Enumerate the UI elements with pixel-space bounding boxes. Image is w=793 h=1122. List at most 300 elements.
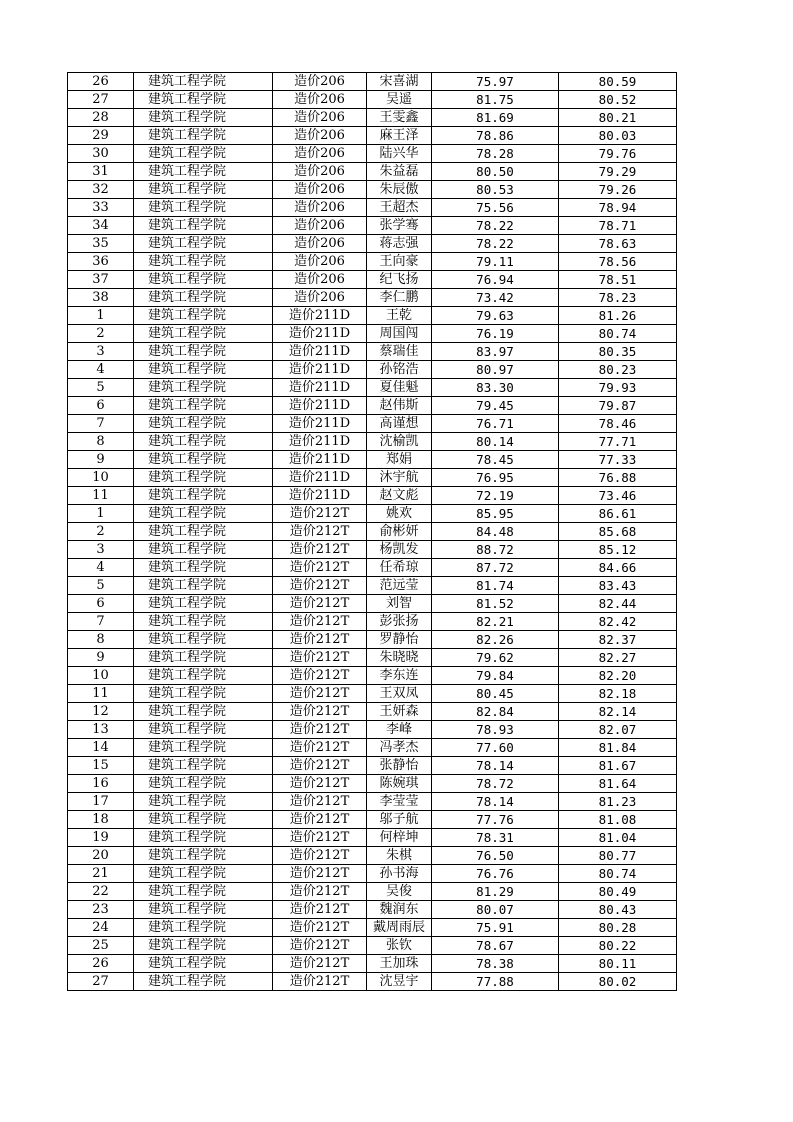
table-row: [68, 379, 677, 397]
row-number-cell: 1: [68, 505, 134, 523]
student-name-cell: 张静怡: [367, 757, 432, 775]
score-1-cell: 78.93: [432, 721, 559, 739]
table-row: [68, 487, 677, 505]
college-cell: 建筑工程学院: [134, 505, 273, 523]
table-row: [68, 163, 677, 181]
table-row: [68, 199, 677, 217]
table-row: [68, 847, 677, 865]
college-cell: 建筑工程学院: [134, 451, 273, 469]
table-row: [68, 451, 677, 469]
score-2-cell: 80.43: [559, 901, 677, 919]
class-cell: 造价212T: [273, 559, 367, 577]
class-cell: 造价206: [273, 253, 367, 271]
row-number-cell: 11: [68, 487, 134, 505]
score-1-cell: 79.45: [432, 397, 559, 415]
score-2-cell: 79.87: [559, 397, 677, 415]
student-name-cell: 王雯鑫: [367, 109, 432, 127]
table-row: [68, 757, 677, 775]
student-name-cell: 吴俊: [367, 883, 432, 901]
college-cell: 建筑工程学院: [134, 883, 273, 901]
student-name-cell: 张学骞: [367, 217, 432, 235]
table-row: [68, 703, 677, 721]
score-1-cell: 80.14: [432, 433, 559, 451]
score-2-cell: 78.56: [559, 253, 677, 271]
college-cell: 建筑工程学院: [134, 721, 273, 739]
row-number-cell: 31: [68, 163, 134, 181]
row-number-cell: 11: [68, 685, 134, 703]
student-name-cell: 朱辰傲: [367, 181, 432, 199]
score-2-cell: 80.74: [559, 325, 677, 343]
college-cell: 建筑工程学院: [134, 145, 273, 163]
score-1-cell: 87.72: [432, 559, 559, 577]
score-1-cell: 76.50: [432, 847, 559, 865]
college-cell: 建筑工程学院: [134, 253, 273, 271]
college-cell: 建筑工程学院: [134, 613, 273, 631]
class-cell: 造价206: [273, 289, 367, 307]
table-row: [68, 595, 677, 613]
score-1-cell: 78.14: [432, 793, 559, 811]
college-cell: 建筑工程学院: [134, 325, 273, 343]
table-row: [68, 73, 677, 91]
score-2-cell: 82.07: [559, 721, 677, 739]
row-number-cell: 8: [68, 631, 134, 649]
score-2-cell: 79.26: [559, 181, 677, 199]
college-cell: 建筑工程学院: [134, 235, 273, 253]
college-cell: 建筑工程学院: [134, 973, 273, 991]
table-row: [68, 541, 677, 559]
row-number-cell: 2: [68, 523, 134, 541]
class-cell: 造价212T: [273, 739, 367, 757]
college-cell: 建筑工程学院: [134, 631, 273, 649]
student-name-cell: 王妍森: [367, 703, 432, 721]
score-1-cell: 80.50: [432, 163, 559, 181]
table-row: [68, 127, 677, 145]
table-row: [68, 289, 677, 307]
score-table: [67, 72, 677, 991]
score-1-cell: 76.71: [432, 415, 559, 433]
table-row: [68, 739, 677, 757]
student-name-cell: 朱晓晓: [367, 649, 432, 667]
row-number-cell: 26: [68, 955, 134, 973]
score-2-cell: 78.94: [559, 199, 677, 217]
college-cell: 建筑工程学院: [134, 739, 273, 757]
student-name-cell: 陆兴华: [367, 145, 432, 163]
row-number-cell: 5: [68, 577, 134, 595]
score-2-cell: 80.22: [559, 937, 677, 955]
row-number-cell: 20: [68, 847, 134, 865]
table-row: [68, 685, 677, 703]
table-row: [68, 523, 677, 541]
class-cell: 造价206: [273, 91, 367, 109]
student-name-cell: 杨凯发: [367, 541, 432, 559]
table-row: [68, 181, 677, 199]
row-number-cell: 27: [68, 91, 134, 109]
score-1-cell: 80.07: [432, 901, 559, 919]
college-cell: 建筑工程学院: [134, 829, 273, 847]
row-number-cell: 6: [68, 397, 134, 415]
score-1-cell: 82.26: [432, 631, 559, 649]
class-cell: 造价211D: [273, 415, 367, 433]
table-row: [68, 721, 677, 739]
class-cell: 造价206: [273, 127, 367, 145]
score-2-cell: 80.23: [559, 361, 677, 379]
student-name-cell: 彭张扬: [367, 613, 432, 631]
class-cell: 造价212T: [273, 793, 367, 811]
class-cell: 造价206: [273, 163, 367, 181]
table-row: [68, 883, 677, 901]
score-table-body: [68, 73, 677, 991]
college-cell: 建筑工程学院: [134, 379, 273, 397]
student-name-cell: 赵伟斯: [367, 397, 432, 415]
college-cell: 建筑工程学院: [134, 415, 273, 433]
score-1-cell: 76.76: [432, 865, 559, 883]
score-1-cell: 78.67: [432, 937, 559, 955]
college-cell: 建筑工程学院: [134, 793, 273, 811]
row-number-cell: 27: [68, 973, 134, 991]
class-cell: 造价212T: [273, 865, 367, 883]
student-name-cell: 王双凤: [367, 685, 432, 703]
college-cell: 建筑工程学院: [134, 487, 273, 505]
student-name-cell: 麻王泽: [367, 127, 432, 145]
class-cell: 造价211D: [273, 397, 367, 415]
college-cell: 建筑工程学院: [134, 469, 273, 487]
table-row: [68, 217, 677, 235]
student-name-cell: 郑娟: [367, 451, 432, 469]
student-name-cell: 王向豪: [367, 253, 432, 271]
class-cell: 造价212T: [273, 973, 367, 991]
row-number-cell: 16: [68, 775, 134, 793]
score-2-cell: 84.66: [559, 559, 677, 577]
class-cell: 造价212T: [273, 595, 367, 613]
college-cell: 建筑工程学院: [134, 919, 273, 937]
class-cell: 造价206: [273, 145, 367, 163]
class-cell: 造价212T: [273, 757, 367, 775]
row-number-cell: 14: [68, 739, 134, 757]
college-cell: 建筑工程学院: [134, 811, 273, 829]
student-name-cell: 戴周雨辰: [367, 919, 432, 937]
row-number-cell: 17: [68, 793, 134, 811]
score-2-cell: 79.76: [559, 145, 677, 163]
score-1-cell: 75.91: [432, 919, 559, 937]
score-2-cell: 80.28: [559, 919, 677, 937]
table-row: [68, 361, 677, 379]
college-cell: 建筑工程学院: [134, 433, 273, 451]
score-2-cell: 77.71: [559, 433, 677, 451]
score-1-cell: 78.38: [432, 955, 559, 973]
student-name-cell: 范远莹: [367, 577, 432, 595]
score-2-cell: 82.18: [559, 685, 677, 703]
score-1-cell: 76.95: [432, 469, 559, 487]
score-1-cell: 82.21: [432, 613, 559, 631]
student-name-cell: 赵文彪: [367, 487, 432, 505]
student-name-cell: 俞彬妍: [367, 523, 432, 541]
score-1-cell: 78.86: [432, 127, 559, 145]
score-1-cell: 76.94: [432, 271, 559, 289]
score-1-cell: 75.56: [432, 199, 559, 217]
row-number-cell: 3: [68, 541, 134, 559]
row-number-cell: 26: [68, 73, 134, 91]
row-number-cell: 10: [68, 667, 134, 685]
row-number-cell: 36: [68, 253, 134, 271]
student-name-cell: 任希琼: [367, 559, 432, 577]
class-cell: 造价211D: [273, 487, 367, 505]
student-name-cell: 朱益磊: [367, 163, 432, 181]
score-1-cell: 77.60: [432, 739, 559, 757]
class-cell: 造价211D: [273, 451, 367, 469]
score-1-cell: 81.29: [432, 883, 559, 901]
score-2-cell: 76.88: [559, 469, 677, 487]
class-cell: 造价211D: [273, 343, 367, 361]
score-1-cell: 78.31: [432, 829, 559, 847]
college-cell: 建筑工程学院: [134, 307, 273, 325]
score-1-cell: 75.97: [432, 73, 559, 91]
student-name-cell: 魏润东: [367, 901, 432, 919]
college-cell: 建筑工程学院: [134, 559, 273, 577]
table-row: [68, 145, 677, 163]
score-1-cell: 78.22: [432, 217, 559, 235]
table-row: [68, 955, 677, 973]
score-2-cell: 73.46: [559, 487, 677, 505]
row-number-cell: 21: [68, 865, 134, 883]
score-1-cell: 80.97: [432, 361, 559, 379]
student-name-cell: 纪飞扬: [367, 271, 432, 289]
row-number-cell: 35: [68, 235, 134, 253]
college-cell: 建筑工程学院: [134, 127, 273, 145]
student-name-cell: 周国闯: [367, 325, 432, 343]
student-name-cell: 孙铭浩: [367, 361, 432, 379]
student-name-cell: 冯孝杰: [367, 739, 432, 757]
row-number-cell: 28: [68, 109, 134, 127]
table-row: [68, 325, 677, 343]
class-cell: 造价212T: [273, 883, 367, 901]
score-2-cell: 80.35: [559, 343, 677, 361]
college-cell: 建筑工程学院: [134, 847, 273, 865]
score-2-cell: 80.11: [559, 955, 677, 973]
student-name-cell: 王加珠: [367, 955, 432, 973]
row-number-cell: 5: [68, 379, 134, 397]
college-cell: 建筑工程学院: [134, 703, 273, 721]
college-cell: 建筑工程学院: [134, 901, 273, 919]
class-cell: 造价212T: [273, 919, 367, 937]
table-row: [68, 343, 677, 361]
score-2-cell: 78.46: [559, 415, 677, 433]
class-cell: 造价206: [273, 181, 367, 199]
table-row: [68, 649, 677, 667]
score-1-cell: 73.42: [432, 289, 559, 307]
college-cell: 建筑工程学院: [134, 667, 273, 685]
score-2-cell: 77.33: [559, 451, 677, 469]
table-row: [68, 793, 677, 811]
score-2-cell: 82.20: [559, 667, 677, 685]
row-number-cell: 4: [68, 361, 134, 379]
score-2-cell: 80.59: [559, 73, 677, 91]
college-cell: 建筑工程学院: [134, 163, 273, 181]
score-1-cell: 78.22: [432, 235, 559, 253]
row-number-cell: 34: [68, 217, 134, 235]
college-cell: 建筑工程学院: [134, 541, 273, 559]
score-2-cell: 81.23: [559, 793, 677, 811]
table-row: [68, 307, 677, 325]
score-2-cell: 78.23: [559, 289, 677, 307]
score-2-cell: 85.68: [559, 523, 677, 541]
score-2-cell: 80.21: [559, 109, 677, 127]
score-1-cell: 80.45: [432, 685, 559, 703]
class-cell: 造价212T: [273, 775, 367, 793]
score-1-cell: 79.84: [432, 667, 559, 685]
class-cell: 造价212T: [273, 721, 367, 739]
class-cell: 造价206: [273, 73, 367, 91]
row-number-cell: 2: [68, 325, 134, 343]
row-number-cell: 29: [68, 127, 134, 145]
row-number-cell: 30: [68, 145, 134, 163]
college-cell: 建筑工程学院: [134, 109, 273, 127]
table-row: [68, 271, 677, 289]
college-cell: 建筑工程学院: [134, 199, 273, 217]
table-row: [68, 667, 677, 685]
score-2-cell: 78.63: [559, 235, 677, 253]
class-cell: 造价212T: [273, 649, 367, 667]
table-row: [68, 469, 677, 487]
college-cell: 建筑工程学院: [134, 397, 273, 415]
score-1-cell: 79.11: [432, 253, 559, 271]
student-name-cell: 蒋志强: [367, 235, 432, 253]
score-1-cell: 78.14: [432, 757, 559, 775]
student-name-cell: 张钦: [367, 937, 432, 955]
score-1-cell: 81.69: [432, 109, 559, 127]
score-2-cell: 80.74: [559, 865, 677, 883]
row-number-cell: 1: [68, 307, 134, 325]
college-cell: 建筑工程学院: [134, 289, 273, 307]
score-2-cell: 81.26: [559, 307, 677, 325]
score-2-cell: 82.44: [559, 595, 677, 613]
student-name-cell: 沐宇航: [367, 469, 432, 487]
college-cell: 建筑工程学院: [134, 271, 273, 289]
class-cell: 造价212T: [273, 667, 367, 685]
score-2-cell: 80.03: [559, 127, 677, 145]
score-2-cell: 85.12: [559, 541, 677, 559]
row-number-cell: 8: [68, 433, 134, 451]
student-name-cell: 何梓坤: [367, 829, 432, 847]
score-1-cell: 80.53: [432, 181, 559, 199]
student-name-cell: 李仁鹏: [367, 289, 432, 307]
table-row: [68, 397, 677, 415]
score-1-cell: 83.30: [432, 379, 559, 397]
row-number-cell: 10: [68, 469, 134, 487]
row-number-cell: 7: [68, 613, 134, 631]
table-row: [68, 811, 677, 829]
score-1-cell: 77.76: [432, 811, 559, 829]
class-cell: 造价212T: [273, 829, 367, 847]
class-cell: 造价206: [273, 271, 367, 289]
score-2-cell: 81.64: [559, 775, 677, 793]
score-2-cell: 82.42: [559, 613, 677, 631]
row-number-cell: 13: [68, 721, 134, 739]
row-number-cell: 9: [68, 649, 134, 667]
college-cell: 建筑工程学院: [134, 865, 273, 883]
class-cell: 造价212T: [273, 811, 367, 829]
table-row: [68, 577, 677, 595]
class-cell: 造价212T: [273, 577, 367, 595]
row-number-cell: 22: [68, 883, 134, 901]
table-row: [68, 775, 677, 793]
score-1-cell: 83.97: [432, 343, 559, 361]
college-cell: 建筑工程学院: [134, 685, 273, 703]
table-row: [68, 973, 677, 991]
student-name-cell: 吴遥: [367, 91, 432, 109]
score-2-cell: 79.93: [559, 379, 677, 397]
score-2-cell: 82.27: [559, 649, 677, 667]
student-name-cell: 罗静怡: [367, 631, 432, 649]
table-row: [68, 865, 677, 883]
score-1-cell: 79.62: [432, 649, 559, 667]
score-2-cell: 81.04: [559, 829, 677, 847]
college-cell: 建筑工程学院: [134, 523, 273, 541]
student-name-cell: 姚欢: [367, 505, 432, 523]
student-name-cell: 李峰: [367, 721, 432, 739]
row-number-cell: 19: [68, 829, 134, 847]
score-1-cell: 84.48: [432, 523, 559, 541]
row-number-cell: 9: [68, 451, 134, 469]
class-cell: 造价211D: [273, 325, 367, 343]
score-1-cell: 88.72: [432, 541, 559, 559]
score-1-cell: 81.75: [432, 91, 559, 109]
college-cell: 建筑工程学院: [134, 73, 273, 91]
score-2-cell: 80.49: [559, 883, 677, 901]
score-1-cell: 78.45: [432, 451, 559, 469]
student-name-cell: 邬子航: [367, 811, 432, 829]
table-row: [68, 253, 677, 271]
row-number-cell: 24: [68, 919, 134, 937]
score-2-cell: 81.84: [559, 739, 677, 757]
table-row: [68, 505, 677, 523]
row-number-cell: 12: [68, 703, 134, 721]
class-cell: 造价206: [273, 217, 367, 235]
college-cell: 建筑工程学院: [134, 775, 273, 793]
table-row: [68, 829, 677, 847]
class-cell: 造价212T: [273, 901, 367, 919]
college-cell: 建筑工程学院: [134, 649, 273, 667]
class-cell: 造价211D: [273, 469, 367, 487]
row-number-cell: 18: [68, 811, 134, 829]
class-cell: 造价211D: [273, 379, 367, 397]
class-cell: 造价206: [273, 199, 367, 217]
score-1-cell: 81.52: [432, 595, 559, 613]
row-number-cell: 38: [68, 289, 134, 307]
college-cell: 建筑工程学院: [134, 577, 273, 595]
student-name-cell: 沈榆凯: [367, 433, 432, 451]
row-number-cell: 37: [68, 271, 134, 289]
table-row: [68, 109, 677, 127]
row-number-cell: 23: [68, 901, 134, 919]
table-row: [68, 91, 677, 109]
student-name-cell: 李东连: [367, 667, 432, 685]
college-cell: 建筑工程学院: [134, 595, 273, 613]
table-row: [68, 415, 677, 433]
score-1-cell: 85.95: [432, 505, 559, 523]
class-cell: 造价212T: [273, 541, 367, 559]
class-cell: 造价212T: [273, 523, 367, 541]
score-1-cell: 82.84: [432, 703, 559, 721]
class-cell: 造价211D: [273, 361, 367, 379]
class-cell: 造价212T: [273, 613, 367, 631]
score-2-cell: 78.71: [559, 217, 677, 235]
row-number-cell: 4: [68, 559, 134, 577]
score-1-cell: 78.72: [432, 775, 559, 793]
table-row: [68, 613, 677, 631]
table-row: [68, 631, 677, 649]
table-row: [68, 919, 677, 937]
score-2-cell: 83.43: [559, 577, 677, 595]
